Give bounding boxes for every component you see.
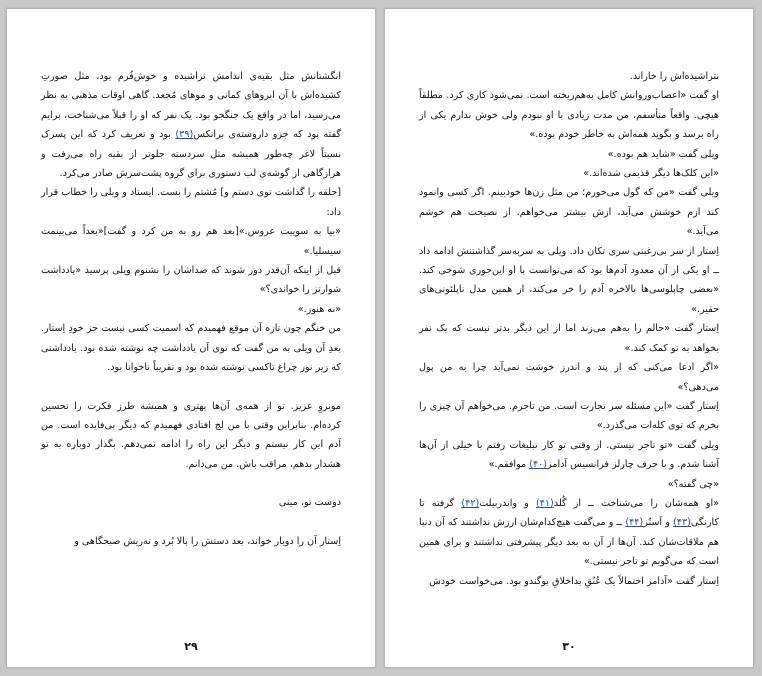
right-page-text xyxy=(419,67,719,591)
footnote-reference[interactable]: (۴۲) xyxy=(461,497,480,509)
paragraph-gap xyxy=(41,513,341,532)
paragraph: ویلی گفت «من که گول می‌خورم؛ من مثل زن‌ها خودبینم. اگر کسی وانمود کند ازم خوشش می‌آید، ازش بیشتر می‌خواهم. از نصیحت هم خوشم می‌آید.» xyxy=(419,187,719,238)
paragraph: اِستار گفت «حالم را به‌هم می‌زند اما از این دیگر بدتر نیست که یک نفر بخواهد به تو کمک کند.» xyxy=(419,323,719,354)
paragraph: قبل از اینکه آن‌قدر دور شوند که صداشان را نشنوم ویلی پرسید «یادداشت شوارتز را خواندی؟» xyxy=(41,265,341,296)
paragraph: اِستار گفت «این مسئله سر تجارت است. من تاجرم. می‌خواهم آن چیزی را بخرم که توی کله‌ات می‌گذرد.» xyxy=(419,400,719,432)
paragraph: «نه هنوز.» xyxy=(297,303,341,315)
footnote-reference[interactable]: (۴۰) xyxy=(529,459,548,471)
paragraph: [حلقه را گذاشت توی دستم و] مُشتم را بست. ایستاد و ویلی را خطاب قرار داد: xyxy=(41,187,341,218)
footnote-reference[interactable]: (۴۳) xyxy=(673,517,691,529)
letter-paragraph: مونروِ عزیز. تو از همه‌ی آن‌ها بهتری و همیشه طرز فکرت را تحسین کرده‌ام. بنابراین وقتی با من لج افتادی فهمیدم که دیگر بی‌فایده است. من آدم این کار نیستم و دیگر این راه را ادامه نمی‌دهم. بگذار دوباره به تو هشدار بدهم، مراقب باش. من می‌دانم. xyxy=(41,400,341,470)
paragraph: اِستار از سر بی‌رغبتی سری تکان داد. ویلی به سربه‌سر گذاشتنش ادامه داد ــ او یکی از آن معدود آدم‌ها بود که می‌توانست با او این‌جوری شوخی کند. «بعضی چاپلوسی‌ها بالاخره آدم را خر می‌کند، از همین مدل ناپلئونی‌های حقیر.» xyxy=(419,245,719,315)
paragraph-gap xyxy=(41,378,341,397)
paragraph: ویلی گفت «تو تاجر نیستی. از وقتی تو کار تبلیغات رفتم با خیلی از آن‌ها آشنا شدم. و با حرف چارلز فرانسیس آدامز(۴۰) موافقم.» xyxy=(419,439,719,471)
paragraph: «چی گفته؟» xyxy=(667,478,719,490)
left-page xyxy=(6,8,376,668)
footnote-reference[interactable]: (۴۴) xyxy=(625,517,644,529)
paragraph: ویلی گفت «شاید هم بوده.» xyxy=(607,148,719,160)
paragraph: انگشتانش مثل بقیه‌ی اندامش تراشیده و خوش‌فُرم بود، مثل صورتِ کشیده‌اش با آن ابروهای کمانی و موهای مُجعد. گاهی اوقات مذهبی به نظر می‌رسید، اما در واقع یک جنگجو بود. یک نفر که او را قبلاً می‌شناخت، برایم گفته بود که جزو داروسته‌ی برانکس(۳۹) بود و تعریف کرد که این پسرک نسبتاً لاغر چه‌طور همیشه مثل سردسته جلوتر از بقیه راه می‌رفت و هرازگاهی از گوشه‌ی لب دستوری برای گروه پشت‌سرش صادر می‌کرد. xyxy=(41,71,341,180)
paragraph: من خنگم چون تازه آن موقع فهمیدم که اسمیت کسی نیست جز خودِ اِستار. بعدِ آن ویلی به من گفت که توی آن یادداشت چه نوشته شده بود. یادداشتی که زیر نور چراغ تاکسی نوشته شده بود و تقریباً ناخوانا بود. xyxy=(41,323,341,374)
paragraph: «این کلک‌ها دیگر قدیمی شده‌اند.» xyxy=(583,168,719,180)
paragraph: «او همه‌شان را می‌شناخت ــ از گُلد(۴۱) و واندربیلت(۴۲) گرفته تا کارنگی(۴۳) و اَستُر(۴۴) ــ و می‌گفت هیچ‌کدام‌شان ارزش نداشتند که آن دنیا هم ملاقات‌شان کند. آن‌ها از آن به بعد دیگر پیشرفتی نداشتند و برای همین است که می‌گویم تو تاجر نیستی.» xyxy=(419,497,719,568)
paragraph: اِستار آن را دوبار خواند، بعد دستش را بالا بُرد و ته‌ریش صبحگاهی و xyxy=(74,535,341,547)
right-page xyxy=(384,8,754,668)
paragraph: «اگر ادعا می‌کنی که از پند و اندرز خوشت نمی‌آید چرا به من پول می‌دهی؟» xyxy=(419,362,719,393)
paragraph: او گفت «اعصاب‌وروانش کامل به‌هم‌ریخته است. نمی‌شود کاری کرد. مطلقاً هیچی. واقعاً متأسفم، من مدت زیادی با او نبودم ولی خوش ندارم یکی از راه برسد و بگوید همه‌اش به خاطر خودم بوده.» xyxy=(419,90,719,141)
footnote-reference[interactable]: (۳۹) xyxy=(175,129,194,141)
letter-signature: دوست تو، مینی xyxy=(278,497,341,509)
paragraph: نتراشیده‌اش را خاراند. xyxy=(629,71,719,82)
footnote-reference[interactable]: (۴۱) xyxy=(535,497,554,509)
paragraph: «بیا به سوییت عروس.»[بعد هم رو به من کرد و گفت]«بعداً می‌بینمت سیسلیا.» xyxy=(41,226,341,257)
left-page-text xyxy=(41,67,341,551)
paragraph-gap xyxy=(41,474,341,493)
page-number: ۳۰ xyxy=(562,640,576,653)
page-number: ۲۹ xyxy=(184,640,198,653)
paragraph: اِستار گفت «آدامز احتمالاً یک عُنُقِ بداخلاقِ بوگندو بود. می‌خواست خودش xyxy=(429,575,719,587)
